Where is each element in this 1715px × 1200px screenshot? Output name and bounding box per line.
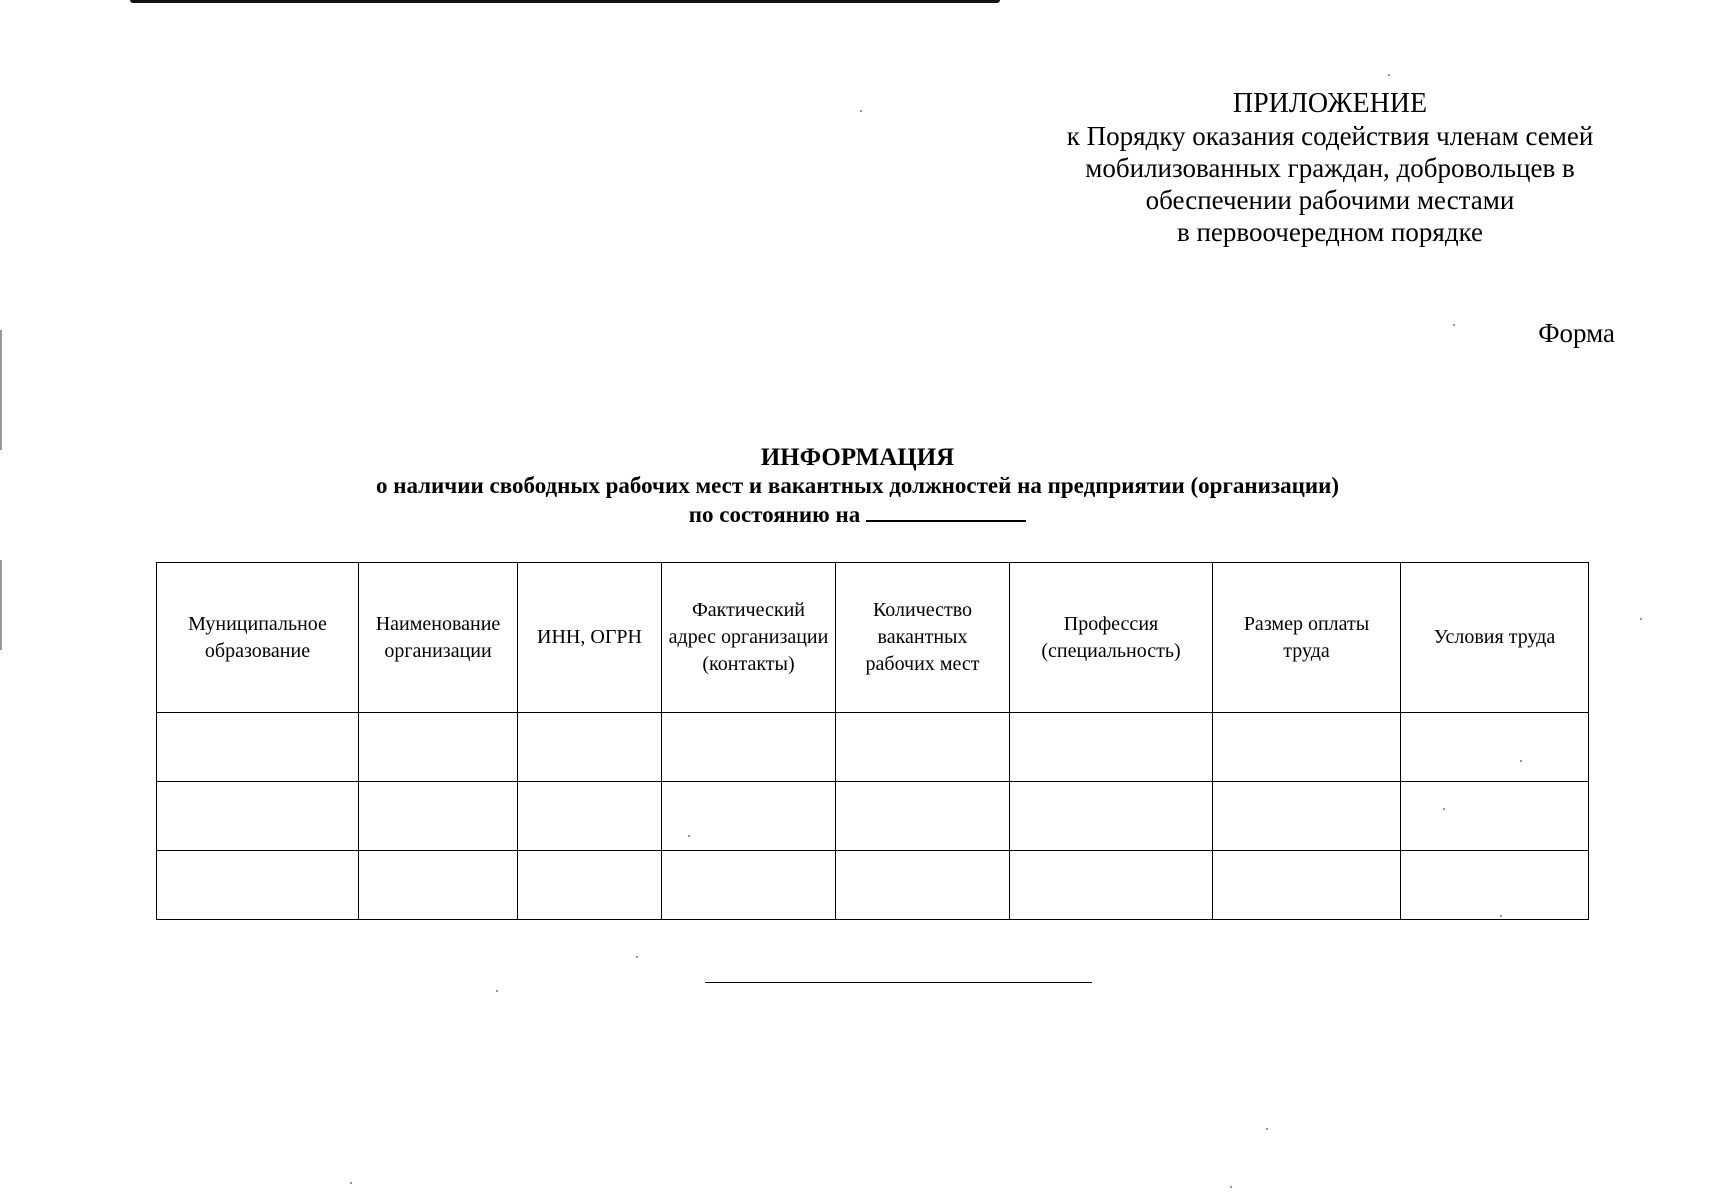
column-header-profession: Профессия (специальность): [1010, 563, 1213, 713]
document-heading: [0, 444, 1715, 529]
column-header-salary: Размер оплаты труда: [1213, 563, 1401, 713]
table-row: [157, 713, 1589, 782]
scan-speck: [1500, 915, 1502, 917]
table-cell: [359, 782, 518, 851]
scan-speck: [1266, 1128, 1268, 1130]
table-cell: [662, 713, 836, 782]
scan-speck: [860, 110, 862, 112]
table-cell: [1010, 713, 1213, 782]
table-cell: [157, 713, 359, 782]
form-label: Форма: [1538, 318, 1615, 348]
appendix-title: ПРИЛОЖЕНИЕ: [1232, 88, 1428, 119]
table-cell: [359, 851, 518, 920]
scan-edge-mark: [0, 330, 2, 450]
scan-speck: [350, 1182, 352, 1184]
table-cell: [1213, 851, 1401, 920]
signature-line: [705, 982, 1092, 983]
appendix-block: [980, 88, 1680, 248]
scan-speck: [688, 835, 690, 837]
table-cell: [836, 851, 1010, 920]
table-cell: [1213, 782, 1401, 851]
table-row: [157, 851, 1589, 920]
column-header-work-conditions: Условия труда: [1401, 563, 1589, 713]
column-header-address: Фактический адрес организации (контакты): [662, 563, 836, 713]
table-cell: [1401, 713, 1589, 782]
heading-title: ИНФОРМАЦИЯ: [760, 444, 955, 471]
table-cell: [836, 782, 1010, 851]
scan-speck: [1443, 808, 1445, 810]
date-label: по состоянию на: [688, 502, 861, 527]
scan-top-edge: [130, 0, 1000, 3]
table-cell: [157, 851, 359, 920]
table-cell: [1010, 851, 1213, 920]
table-cell: [836, 713, 1010, 782]
table-cell: [662, 782, 836, 851]
scan-speck: [636, 956, 638, 958]
column-header-organization-name: Наименование организации: [359, 563, 518, 713]
table-cell: [359, 713, 518, 782]
column-header-inn-ogrn: ИНН, ОГРН: [518, 563, 662, 713]
scan-speck: [1453, 324, 1455, 326]
column-header-vacancy-count: Количество вакантных рабочих мест: [836, 563, 1010, 713]
appendix-line: к Порядку оказания содействия членам семей: [1066, 121, 1594, 151]
table-header-row: [157, 563, 1589, 713]
table-cell: [518, 782, 662, 851]
column-header-municipality: Муниципальное образование: [157, 563, 359, 713]
date-blank-field: [866, 500, 1026, 522]
table-cell: [1010, 782, 1213, 851]
scan-speck: [1388, 74, 1390, 76]
vacancy-table: [156, 562, 1589, 920]
scan-speck: [496, 990, 498, 992]
scan-speck: [1520, 760, 1522, 762]
appendix-line: обеспечении рабочими местами: [1145, 185, 1515, 215]
table-cell: [1401, 851, 1589, 920]
table-cell: [518, 851, 662, 920]
heading-subtitle: о наличии свободных рабочих мест и вакантных должностей на предприятии (организации): [375, 473, 1340, 498]
table-cell: [1401, 782, 1589, 851]
scan-speck: [1230, 1186, 1232, 1188]
appendix-line: мобилизованных граждан, добровольцев в: [1085, 153, 1575, 183]
heading-date-line: [0, 500, 1715, 529]
table-cell: [157, 782, 359, 851]
scan-edge-mark: [0, 560, 2, 650]
table-row: [157, 782, 1589, 851]
scan-speck: [1640, 618, 1642, 620]
appendix-line: в первоочередном порядке: [1176, 217, 1484, 247]
table-cell: [518, 713, 662, 782]
table-cell: [662, 851, 836, 920]
table-cell: [1213, 713, 1401, 782]
